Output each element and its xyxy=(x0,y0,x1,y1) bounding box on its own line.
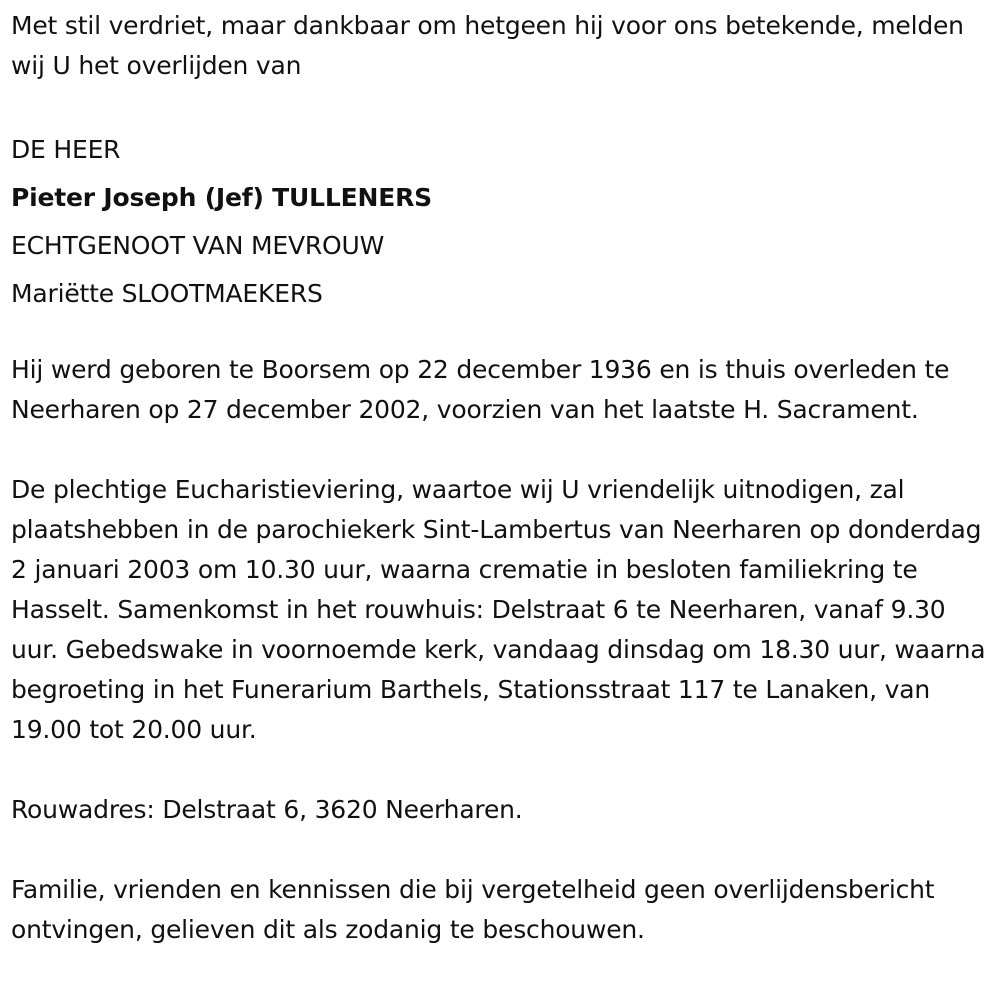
spouse-label: ECHTGENOOT VAN MEVROUW xyxy=(11,231,385,260)
address-text: Rouwadres: Delstraat 6, 3620 Neerharen. xyxy=(11,795,523,824)
intro-text: Met stil verdriet, maar dankbaar om hetgeen hij voor ons betekende, melden wij U het overlijden van xyxy=(11,11,964,80)
title-text: DE HEER xyxy=(11,135,121,164)
deceased-name: Pieter Joseph (Jef) TULLENERS xyxy=(11,183,432,212)
spacer xyxy=(11,86,996,126)
closing-text: Familie, vrienden en kennissen die bij vergetelheid geen overlijdensbericht ontvingen, gelieven dit als zodanig te beschouwen. xyxy=(11,875,935,944)
spacer xyxy=(11,318,996,350)
spacer xyxy=(11,750,996,790)
spouse-name: Mariëtte SLOOTMAEKERS xyxy=(11,279,323,308)
ceremony-text: De plechtige Eucharistieviering, waartoe wij U vriendelijk uitnodigen, zal plaatshebben in de parochiekerk Sint-Lambertus van Neerharen op donderdag 2 januari 2003 om 10.30 uur, waarna crematie in besloten familiekring te Hasselt. Samenkomst in het rouwhuis: Delstraat 6 te Neerharen, vanaf 9.30 uur. Gebedswake in voornoemde kerk, vandaag dinsdag om 18.30 uur, waarna begroeting in het Funerarium Barthels, Stationsstraat 117 te Lanaken, van 19.00 tot 20.00 uur. xyxy=(11,475,986,744)
death-notice xyxy=(11,6,996,950)
spacer xyxy=(11,430,996,470)
birth-death-text: Hij werd geboren te Boorsem op 22 december 1936 en is thuis overleden te Neerharen op 27 december 2002, voorzien van het laatste H. Sacrament. xyxy=(11,355,950,424)
spacer xyxy=(11,830,996,870)
